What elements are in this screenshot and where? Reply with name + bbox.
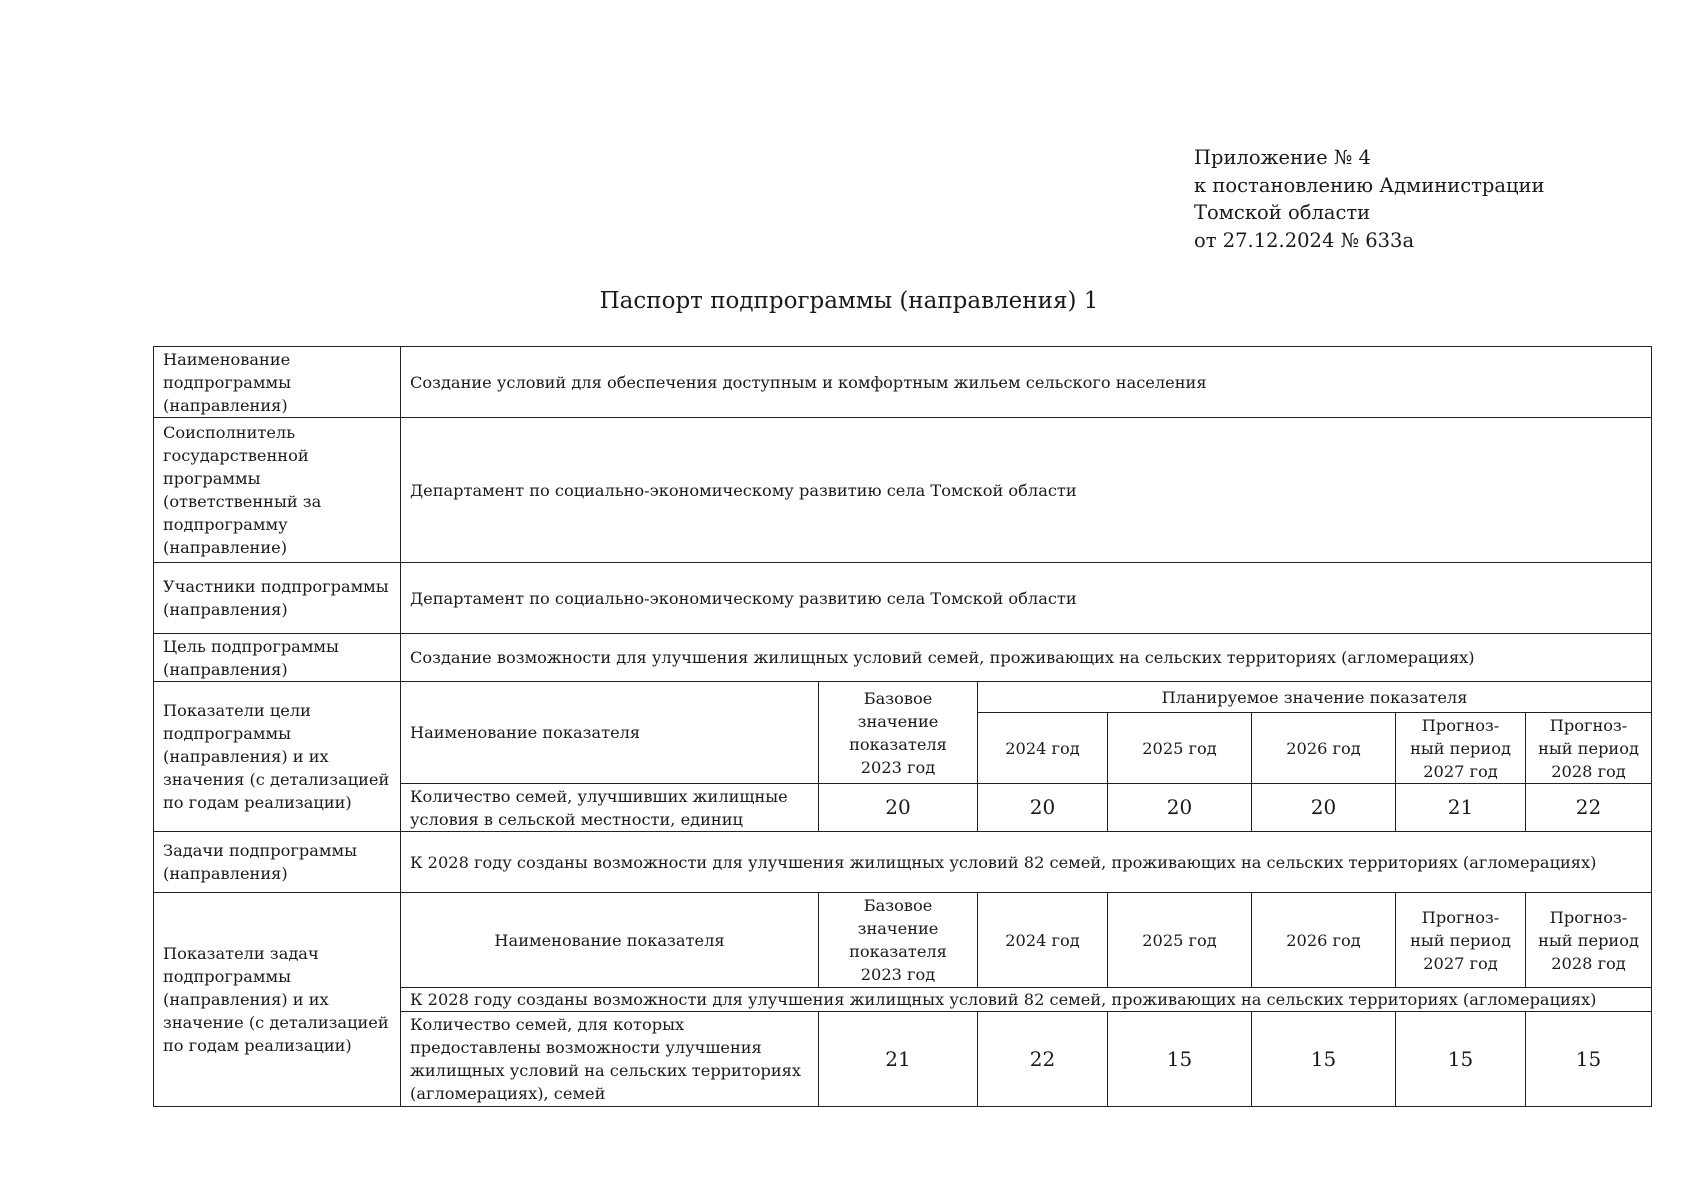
row-tasks	[154, 832, 1652, 893]
goal-col-indicator-name: Наименование показателя	[401, 682, 819, 784]
task-col-2025: 2025 год	[1108, 893, 1252, 988]
document-title: Паспорт подпрограммы (направления) 1	[599, 288, 1099, 314]
goal-col-2026: 2026 год	[1252, 713, 1396, 784]
label-task-indicators: Показатели задач подпрограммы (направления) и их значение (с детализацией по годам реализации)	[154, 893, 401, 1107]
goal-indicator-2026: 20	[1252, 784, 1396, 832]
row-goal-indicators-header	[154, 682, 1652, 713]
task-col-2028: Прогноз-ный период 2028 год	[1526, 893, 1652, 988]
task-col-indicator-name: Наименование показателя	[401, 893, 819, 988]
goal-indicator-2028: 22	[1526, 784, 1652, 832]
task-indicators-task-text: К 2028 году созданы возможности для улучшения жилищных условий 82 семей, проживающих на сельских территориях (агломерациях)	[401, 988, 1652, 1012]
label-goal: Цель подпрограммы (направления)	[154, 634, 401, 682]
row-subprogram-name	[154, 347, 1652, 418]
passport-table	[153, 346, 1652, 1107]
row-coexecutor	[154, 418, 1652, 563]
task-col-2026: 2026 год	[1252, 893, 1396, 988]
value-participants: Департамент по социально-экономическому развитию села Томской области	[401, 563, 1652, 634]
goal-col-2028: Прогноз-ный период 2028 год	[1526, 713, 1652, 784]
goal-indicator-2024: 20	[978, 784, 1108, 832]
appendix-line-region: Томской области	[1194, 201, 1371, 224]
task-col-base-value: Базовое значение показателя 2023 год	[819, 893, 978, 988]
goal-col-2027: Прогноз-ный период 2027 год	[1396, 713, 1526, 784]
goal-col-2024: 2024 год	[978, 713, 1108, 784]
appendix-line-date: от 27.12.2024 № 633а	[1194, 228, 1415, 252]
label-tasks: Задачи подпрограммы (направления)	[154, 832, 401, 893]
value-goal: Создание возможности для улучшения жилищных условий семей, проживающих на сельских территориях (агломерациях)	[401, 634, 1652, 682]
goal-col-base-value: Базовое значение показателя 2023 год	[819, 682, 978, 784]
value-tasks: К 2028 году созданы возможности для улучшения жилищных условий 82 семей, проживающих на сельских территориях (агломерациях)	[401, 832, 1652, 893]
task-indicator-2024: 22	[978, 1012, 1108, 1107]
label-subprogram-name: Наименование подпрограммы (направления)	[154, 347, 401, 418]
task-indicator-2027: 15	[1396, 1012, 1526, 1107]
label-coexecutor: Соисполнитель государственной программы (ответственный за подпрограмму (направление)	[154, 418, 401, 563]
label-goal-indicators: Показатели цели подпрограммы (направления) и их значения (с детализацией по годам реализации)	[154, 682, 401, 832]
value-subprogram-name: Создание условий для обеспечения доступным и комфортным жильем сельского населения	[401, 347, 1652, 418]
label-participants: Участники подпрограммы (направления)	[154, 563, 401, 634]
appendix-line-resolution: к постановлению Администрации	[1194, 173, 1545, 197]
task-indicator-2026: 15	[1252, 1012, 1396, 1107]
appendix-line-number: Приложение № 4	[1194, 146, 1371, 169]
goal-indicator-2027: 21	[1396, 784, 1526, 832]
goal-indicator-2025: 20	[1108, 784, 1252, 832]
task-col-2027: Прогноз-ный период 2027 год	[1396, 893, 1526, 988]
row-task-indicators-header	[154, 893, 1652, 988]
goal-col-2025: 2025 год	[1108, 713, 1252, 784]
task-indicator-2028: 15	[1526, 1012, 1652, 1107]
appendix-block	[1194, 144, 1545, 254]
task-col-2024: 2024 год	[978, 893, 1108, 988]
task-indicator-name: Количество семей, для которых предоставлены возможности улучшения жилищных условий на сельских территориях (агломерациях), семей	[401, 1012, 819, 1107]
goal-indicator-name: Количество семей, улучшивших жилищные условия в сельской местности, единиц	[401, 784, 819, 832]
goal-col-planned-value: Планируемое значение показателя	[978, 682, 1652, 713]
row-goal	[154, 634, 1652, 682]
goal-indicator-base: 20	[819, 784, 978, 832]
row-participants	[154, 563, 1652, 634]
value-coexecutor: Департамент по социально-экономическому развитию села Томской области	[401, 418, 1652, 563]
task-indicator-2025: 15	[1108, 1012, 1252, 1107]
task-indicator-base: 21	[819, 1012, 978, 1107]
